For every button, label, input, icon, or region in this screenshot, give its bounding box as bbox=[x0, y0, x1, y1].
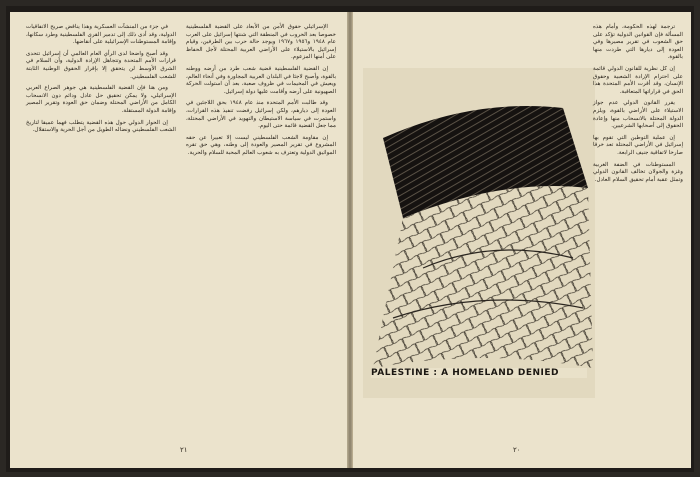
right-page-column bbox=[593, 24, 683, 444]
page-number: ٢١ bbox=[180, 446, 188, 454]
paragraph: وقد أصبح واضحا لدى الرأي العام العالمي أن إسرائيل تتحدى قرارات الأمم المتحدة وتتجاهل الإرادة الدولية، وأن السلام في الشرق الأوسط لن يتحقق إلا بإقرار الحقوق الوطنية الثابتة للشعب الفلسطيني. bbox=[26, 50, 176, 80]
paragraph: إن عملية التوطين التي تقوم بها إسرائيل في الأراضي المحتلة تعد خرقا صارخا لاتفاقية جنيف الرابعة. bbox=[593, 134, 683, 156]
keffiyeh-photo bbox=[363, 68, 595, 398]
page-number: ٢٠ bbox=[513, 446, 521, 454]
left-page bbox=[10, 12, 349, 468]
paragraph: الإسرائيلي حقوق الأمن من الأبعاد على القضية الفلسطينية خصوصا بعد الحروب في المنطقة التي شنتها إسرائيل على العرب عام ١٩٤٨ و١٩٥٦ و١٩٦٧ ويوجد حالة حرب بين الطرفين، وقيام إسرائيل بالاستيلاء على الأراضي العربية المحتلة لأجل الحفاظ على أمنها المزعوم. bbox=[186, 24, 337, 61]
paragraph: في جزء من المنشآت العسكرية وهذا يناقض صريح الاتفاقيات الدولية، وقد أدى ذلك إلى تدمير القرى الفلسطينية وطرد سكانها، وإقامة المستوطنات الإسرائيلية على أنقاضها. bbox=[26, 24, 176, 46]
paragraph: وقد طالبت الأمم المتحدة منذ عام ١٩٤٨ بحق اللاجئين في العودة إلى ديارهم، ولكن إسرائيل رفضت تنفيذ هذه القرارات، واستمرت في سياسة الاستيطان والتهويد في الأراضي المحتلة، مما جعل القضية قائمة حتى اليوم. bbox=[186, 100, 336, 130]
photo-caption: PALESTINE : A HOMELAND DENIED bbox=[371, 368, 587, 378]
paragraph: ومن هنا فإن القضية الفلسطينية هي جوهر الصراع العربي الإسرائيلي، ولا يمكن تحقيق حل عادل ودائم دون الانسحاب الكامل من الأراضي المحتلة وضمان حق العودة وتقرير المصير وإقامة الدولة المستقلة. bbox=[26, 85, 176, 114]
paragraph: إن كل نظرية للقانون الدولي قائمة على احترام الإرادة الشعبية وحقوق الإنسان، وقد أقرت الأمم المتحدة هذا الحق في قراراتها المتعاقبة. bbox=[593, 65, 683, 95]
paragraph: ترجمة لهذه الحكومة، وأمام هذه المسألة فإن القوانين الدولية تؤكد على حق الشعوب في تقرير مصيرها وفي العودة إلى ديارها التي طردت منها بالقوة. bbox=[593, 24, 683, 61]
left-page-column-right bbox=[186, 24, 336, 424]
paragraph: إن القضية الفلسطينية قضية شعب طرد من أرضه ووطنه بالقوة، وأصبح لاجئا في البلدان العربية المجاورة وفي أنحاء العالم، ويعيش في المخيمات في ظروف صعبة، بعد أن استولت الحركة الصهيونية على أرضه وأقامت عليها دولة إسرائيل. bbox=[186, 65, 336, 95]
paragraph: إن الحوار الدولي حول هذه القضية يتطلب فهما عميقا لتاريخ الشعب الفلسطيني ونضاله الطويل من أجل الحرية والاستقلال. bbox=[26, 119, 176, 134]
paragraph: يقرر القانون الدولي عدم جواز الاستيلاء على الأراضي بالقوة، ويلزم الدولة المحتلة بالانسحاب منها وإعادة الحقوق إلى أصحابها الشرعيين. bbox=[593, 100, 683, 130]
book-spread bbox=[6, 6, 694, 472]
paragraph: إن مقاومة الشعب الفلسطيني ليست إلا تعبيرا عن حقه المشروع في تقرير المصير والعودة إلى وطنه، وهي حق تقره المواثيق الدولية وتعترف به شعوب العالم المحبة للسلام والحرية. bbox=[186, 134, 336, 156]
right-page bbox=[352, 12, 691, 468]
paragraph: المستوطنات في الضفة الغربية وغزة والجولان تخالف القانون الدولي وتمثل عقبة أمام تحقيق السلام العادل. bbox=[593, 161, 683, 183]
left-page-column-left bbox=[26, 24, 176, 424]
